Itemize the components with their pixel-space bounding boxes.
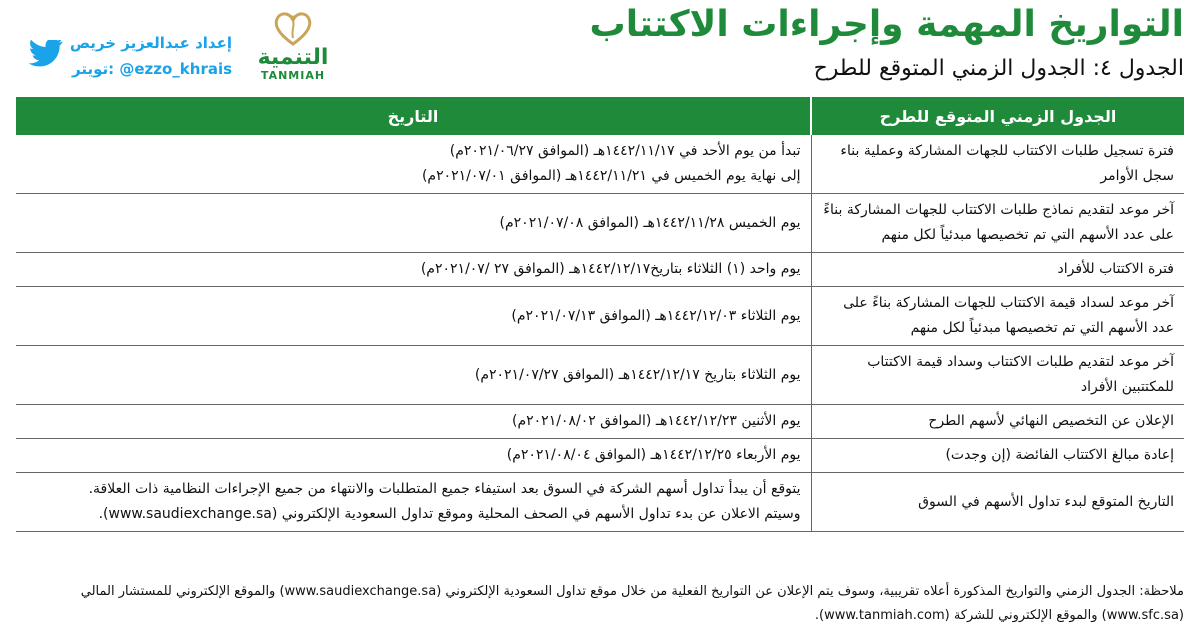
row-date-line: يوم الثلاثاء بتاريخ ١٤٤٢/١٢/١٧هـ (الموافق ٢٠٢١/٠٧/٢٧م) [474,366,801,383]
row-date [16,346,811,405]
row-date-line: يوم واحد (١) الثلاثاء بتاريخ١٤٤٢/١٢/١٧هـ (الموافق ٢٧ /٢٠٢١/٠٧م) [420,261,801,277]
twitter-handle-link[interactable]: تويتر: @ezzo_khrais [72,60,233,78]
row-period: فترة تسجيل طلبات الاكتتاب للجهات المشاركة وعملية بناء سجل الأوامر [811,135,1184,194]
row-period: آخر موعد لتقديم طلبات الاكتتاب وسداد قيمة الاكتتاب للمكتتبين الأفراد [811,346,1184,405]
row-date-line: يوم الخميس ١٤٤٢/١١/٢٨هـ (الموافق ٢٠٢١/٠٧/٠٨م) [499,214,801,231]
row-date [16,135,811,194]
row-date-line: إلى نهاية يوم الخميس في ١٤٤٢/١١/٢١هـ (الموافق ٢٠٢١/٠٧/٠١م) [421,168,801,184]
page-title: التواريخ المهمة وإجراءات الاكتتاب [589,4,1184,45]
table-row [16,346,1184,405]
row-period: آخر موعد لتقديم نماذج طلبات الاكتتاب للجهات المشاركة بناءً على عدد الأسهم التي تم تخصيصها مبدئياً لكل منهم [811,194,1184,253]
row-date-line: يوم الأثنين ١٤٤٢/١٢/٢٣هـ (الموافق ٢٠٢١/٠٨/٠٢م) [512,413,801,429]
row-date [16,405,811,439]
table-row [16,194,1184,253]
row-period: إعادة مبالغ الاكتتاب الفائضة (إن وجدت) [811,439,1184,473]
table-row [16,135,1184,194]
row-date-line: وسيتم الاعلان عن بدء تداول الأسهم في الصحف المحلية وموقع تداول السعودية الإلكتروني (www.saudiexchange.sa). [98,506,801,522]
footnote: ملاحظة: الجدول الزمني والتواريخ المذكورة أعلاه تقريبية، وسوف يتم الإعلان عن التواريخ الفعلية من خلال موقع تداول السعودية الإلكتروني (www.saudiexchange.sa) والموقع الإلكتروني للمستشار المالي (www.sfc.sa) والموقع الإلكتروني للشركة (www.tanmiah.com). [80,584,1184,623]
row-date [16,473,811,532]
row-date [16,194,811,253]
prepared-by-text: إعداد عبدالعزيز خريص [69,34,232,52]
logo-name-arabic: التنمية [257,45,329,70]
schedule-table [16,97,1184,532]
logo-name-english: TANMIAH [260,69,326,82]
row-date [16,287,811,346]
row-period: الإعلان عن التخصيص النهائي لأسهم الطرح [811,405,1184,439]
table-body [16,135,1184,532]
row-period: آخر موعد لسداد قيمة الاكتتاب للجهات المشاركة بناءً على عدد الأسهم التي تم تخصيصها مبدئياً لكل منهم [811,287,1184,346]
table-row [16,405,1184,439]
row-date-line: يتوقع أن يبدأ تداول أسهم الشركة في السوق بعد استيفاء جميع المتطلبات والانتهاء من جميع الإجراءات النظامية ذات العلاقة. [88,481,801,497]
header-date: التاريخ [16,97,811,135]
row-date-line: يوم الثلاثاء ١٤٤٢/١٢/٠٣هـ (الموافق ٢٠٢١/٠٧/١٣م) [511,307,801,324]
header-period: الجدول الزمني المتوقع للطرح [811,97,1184,135]
row-date-line: يوم الأربعاء ١٤٤٢/١٢/٢٥هـ (الموافق ٢٠٢١/٠٨/٠٤م) [506,447,801,463]
table-header-row [16,97,1184,135]
table-row [16,473,1184,532]
page-header [0,0,1200,96]
row-date [16,253,811,287]
row-date [16,439,811,473]
row-period: فترة الاكتتاب للأفراد [811,253,1184,287]
author-credit [69,30,233,82]
twitter-bird-icon[interactable] [28,40,64,70]
row-period: التاريخ المتوقع لبدء تداول الأسهم في السوق [811,473,1184,532]
tanmiah-heart-logo-icon [271,8,315,48]
table-row [16,287,1184,346]
table-caption: الجدول ٤: الجدول الزمني المتوقع للطرح [813,56,1184,81]
table-row [16,253,1184,287]
table-row [16,439,1184,473]
row-date-line: تبدأ من يوم الأحد في ١٤٤٢/١١/١٧هـ (الموافق ٢٠٢١/٠٦/٢٧م) [449,143,801,159]
tanmiah-logo [248,8,338,90]
